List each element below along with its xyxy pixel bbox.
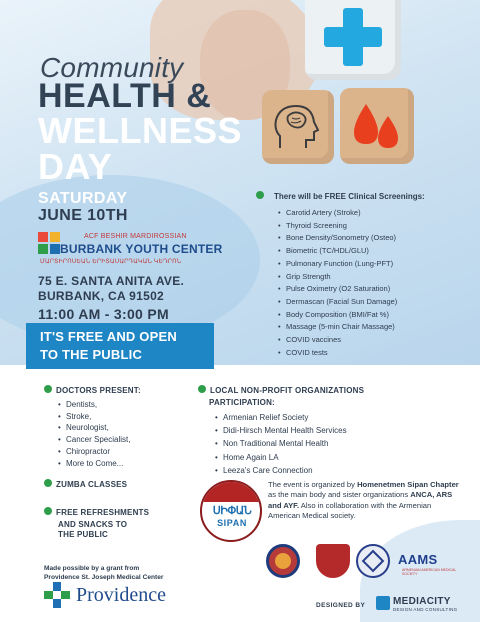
providence-cross-icon	[44, 582, 70, 608]
list-item: • Neurologist,	[66, 422, 194, 434]
list-item: • Biometric (TC/HDL/GLU)	[286, 245, 474, 258]
screenings-heading-row	[256, 186, 474, 204]
screenings-section	[256, 186, 474, 359]
title-wellness: WELLNESS	[38, 110, 243, 151]
list-item: • COVID vaccines	[286, 334, 474, 347]
ars-logo	[316, 544, 350, 578]
free-banner	[26, 323, 214, 369]
list-item: • Dermascan (Facial Sun Damage)	[286, 296, 474, 309]
title-day: DAY	[38, 146, 113, 187]
doctors-section	[44, 380, 194, 469]
list-item: • Armenian Relief Society	[223, 411, 468, 424]
organizer-paragraph	[268, 480, 464, 522]
mediacity-logo-icon	[376, 596, 390, 610]
aams-logo-sub: ARMENIAN AMERICAN MEDICAL SOCIETY	[402, 568, 457, 576]
list-item: • Home Again LA	[223, 451, 468, 464]
event-weekday: SATURDAY	[38, 190, 128, 207]
title-health: HEALTH &	[38, 77, 212, 115]
medical-cross-block	[305, 0, 401, 80]
nonprofit-heading-line2: PARTICIPATION:	[209, 398, 275, 407]
nonprofit-list	[223, 411, 468, 477]
youth-center-armenian-name: ՄԱՐՏԻՐՈՍԵԱՆ ԵՐԻՏԱՍԱՐԴԱԿԱՆ ԿԵԴՐՈՆ	[40, 259, 182, 265]
blood-drop-icon	[348, 98, 406, 154]
refreshments-section	[44, 502, 184, 540]
grant-credit	[44, 565, 214, 582]
list-item: • Stroke,	[66, 411, 194, 423]
sipan-logo-armenian: ՍԻՓԱՆ	[212, 505, 252, 517]
list-item: • Thyroid Screening	[286, 220, 474, 233]
list-item: • Grip Strength	[286, 271, 474, 284]
organizer-text: as the main body and sister organizations	[268, 490, 411, 500]
leaf-bullet-icon	[44, 479, 52, 487]
refreshments-line3: THE PUBLIC	[58, 530, 108, 539]
mediacity-tagline: DESIGN AND CONSULTING	[393, 607, 458, 612]
list-item: • Non Traditional Mental Health	[223, 437, 468, 450]
youth-center-name-top: ACF BESHIR MARDIROSSIAN	[84, 233, 187, 240]
sipan-logo-word: SIPAN	[217, 518, 247, 528]
sipan-logo	[200, 480, 262, 542]
address-city: BURBANK, CA 91502	[38, 289, 165, 303]
list-item: • COVID tests	[286, 347, 474, 360]
providence-name: Providence	[76, 584, 166, 606]
list-item: • Pulse Oximetry (O2 Saturation)	[286, 283, 474, 296]
free-banner-line2: TO THE PUBLIC	[40, 347, 143, 362]
nonprofit-section	[198, 380, 468, 477]
sipan-logo-banner	[202, 482, 262, 502]
ayf-logo-emblem	[362, 550, 385, 573]
nonprofit-heading: LOCAL NON-PROFIT ORGANIZATIONS	[210, 386, 365, 395]
list-item: • Carotid Artery (Stroke)	[286, 207, 474, 220]
grant-line1: Made possible by a grant from	[44, 565, 140, 572]
list-item: • Pulmonary Function (Lung-PFT)	[286, 258, 474, 271]
zumba-section	[44, 474, 127, 492]
organizer-text: The event is organized by	[268, 480, 358, 489]
aams-logo-mark: AAMS	[398, 552, 438, 567]
list-item: • Leeza's Care Connection	[223, 464, 468, 477]
youth-center-name: BURBANK YOUTH CENTER	[60, 242, 223, 256]
list-item: • Chiropractor	[66, 446, 194, 458]
address-street: 75 E. SANTA ANITA AVE.	[38, 274, 185, 288]
organizer-main: Homenetmen Sipan Chapter	[357, 480, 459, 489]
blood-drops-block	[340, 88, 414, 164]
youth-center-logo-icon	[38, 232, 60, 254]
mediacity-name: MEDIACITY	[393, 596, 451, 607]
brain-icon	[272, 102, 324, 152]
organizer-sisters: ANCA, ARS and AYF.	[268, 490, 453, 510]
aams-logo	[398, 546, 458, 576]
brain-block	[262, 90, 334, 164]
refreshments-heading-row	[44, 502, 184, 520]
event-time: 11:00 AM - 3:00 PM	[38, 306, 169, 322]
grant-line2: Providence St. Joseph Medical Center	[44, 573, 164, 581]
list-item: • Cancer Specialist,	[66, 434, 194, 446]
list-item: • Body Composition (BMI/Fat %)	[286, 309, 474, 322]
list-item: • Massage (5-min Chair Massage)	[286, 321, 474, 334]
anca-logo-emblem	[275, 553, 291, 569]
zumba-heading: ZUMBA CLASSES	[56, 480, 128, 489]
designed-by-label: DESIGNED BY	[316, 602, 366, 609]
doctors-heading: DOCTORS PRESENT:	[56, 386, 141, 395]
anca-logo	[266, 544, 300, 578]
screenings-list	[286, 207, 474, 359]
doctors-heading-row	[44, 380, 194, 398]
screenings-heading: There will be FREE Clinical Screenings:	[274, 192, 425, 201]
leaf-bullet-icon	[44, 385, 52, 393]
list-item: • Bone Density/Sonometry (Osteo)	[286, 232, 474, 245]
list-item: • Didi-Hirsch Mental Health Services	[223, 424, 468, 437]
leaf-bullet-icon	[44, 507, 52, 515]
organizer-text: Also in collaboration with the Armenian American Medical society.	[268, 500, 432, 521]
leaf-bullet-icon	[198, 385, 206, 393]
refreshments-line1: FREE REFRESHMENTS	[56, 508, 150, 517]
doctors-list	[66, 399, 194, 469]
leaf-bullet-icon	[256, 191, 264, 199]
event-date: JUNE 10TH	[38, 207, 128, 224]
refreshments-line2: AND SNACKS TO	[58, 520, 128, 529]
ayf-logo	[356, 544, 390, 578]
title-community: Community	[40, 52, 184, 83]
nonprofit-heading-row	[198, 380, 468, 398]
free-banner-line1: IT'S FREE AND OPEN	[40, 329, 177, 344]
list-item: • Dentists,	[66, 399, 194, 411]
medical-cross-bar	[324, 27, 382, 47]
list-item: • More to Come...	[66, 458, 194, 470]
